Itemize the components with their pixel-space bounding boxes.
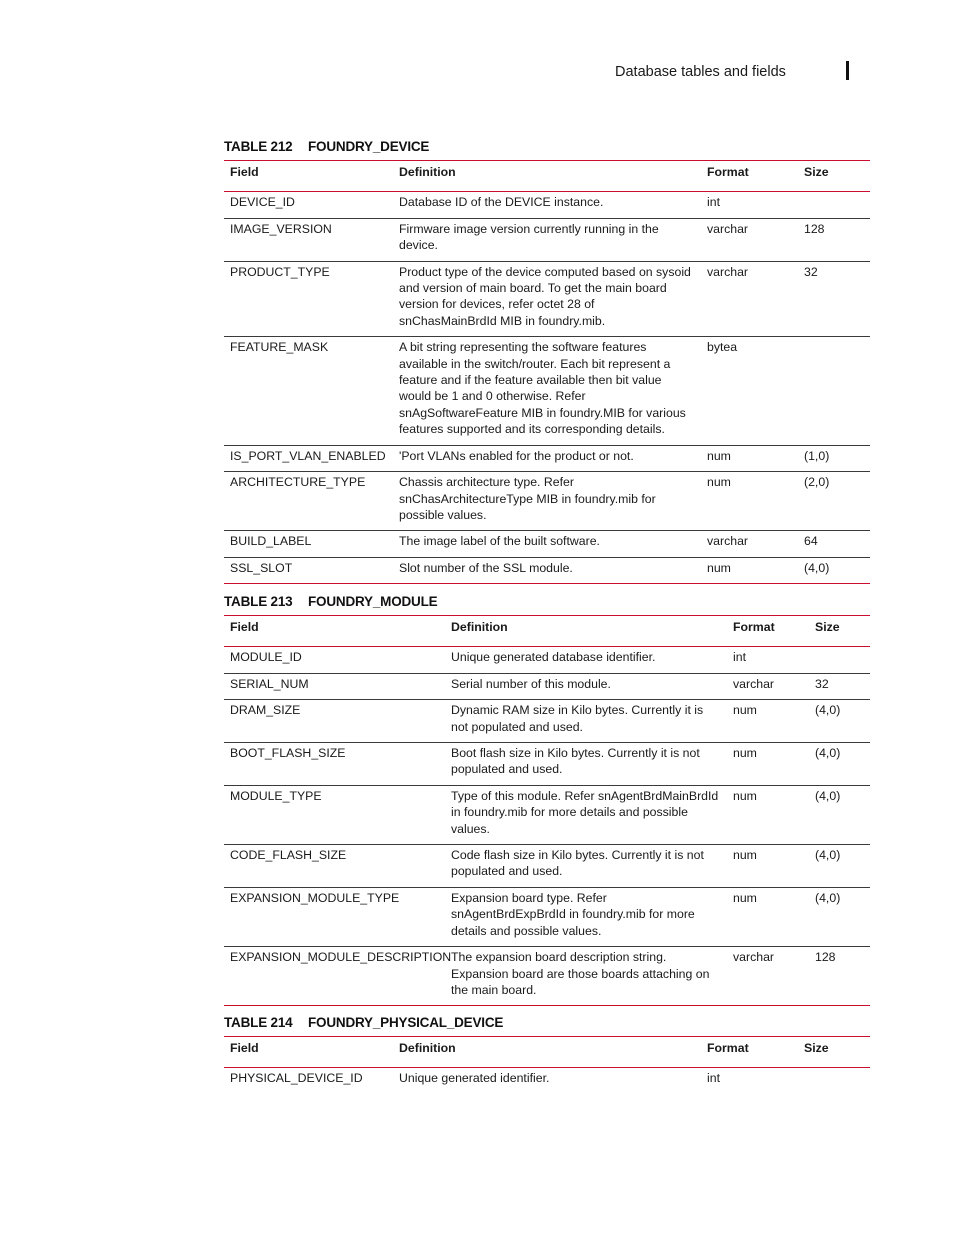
field-cell: SSL_SLOT [224,557,393,583]
size-cell: 32 [809,673,870,699]
format-cell: varchar [701,531,798,557]
table-number: TABLE 212 [224,139,293,154]
definition-cell: Expansion board type. Refer snAgentBrdExpBrdId in foundry.mib for more details and possible values. [445,887,727,946]
size-cell [809,647,870,673]
column-header: Size [798,161,870,192]
field-cell: EXPANSION_MODULE_DESCRIPTION [224,947,445,1006]
table-number: TABLE 214 [224,1015,293,1030]
table-number: TABLE 213 [224,594,293,609]
definition-cell: Slot number of the SSL module. [393,557,701,583]
format-cell: varchar [701,261,798,337]
table-row [224,947,870,1006]
size-cell: (1,0) [798,445,870,471]
size-cell [798,192,870,218]
table-row [224,445,870,471]
format-cell: int [727,647,809,673]
size-cell: (4,0) [809,785,870,844]
field-cell: PRODUCT_TYPE [224,261,393,337]
definition-cell: Dynamic RAM size in Kilo bytes. Currently it is not populated and used. [445,700,727,743]
size-cell: 128 [798,218,870,261]
definition-cell: Firmware image version currently running in the device. [393,218,701,261]
format-cell: num [727,743,809,786]
field-cell: BOOT_FLASH_SIZE [224,743,445,786]
definition-cell: Serial number of this module. [445,673,727,699]
size-cell: 128 [809,947,870,1006]
size-cell: 32 [798,261,870,337]
table-header-row [224,161,870,192]
field-cell: FEATURE_MASK [224,337,393,445]
table-row [224,261,870,337]
definition-cell: The image label of the built software. [393,531,701,557]
table-row [224,673,870,699]
column-header: Size [809,616,870,647]
size-cell: (2,0) [798,472,870,531]
table-row [224,472,870,531]
definition-cell: A bit string representing the software features available in the switch/router. Each bit represent a feature and if the feature available then bit value would be 1 and 0 otherwise. Refer snAgSoftwareFeature MIB in foundry.MIB for various features supported and its corresponding details. [393,337,701,445]
size-cell: (4,0) [809,743,870,786]
definition-cell: Boot flash size in Kilo bytes. Currently it is not populated and used. [445,743,727,786]
column-header: Format [727,616,809,647]
format-cell: varchar [727,673,809,699]
column-header: Size [798,1037,870,1068]
format-cell: int [707,1071,720,1086]
table-header-row [224,616,870,647]
format-cell: num [727,845,809,888]
table-row [224,700,870,743]
definition-cell: Database ID of the DEVICE instance. [393,192,701,218]
field-cell: BUILD_LABEL [224,531,393,557]
format-cell: num [727,700,809,743]
table-row [224,743,870,786]
table-row [224,218,870,261]
table-row [224,531,870,557]
table-row [224,887,870,946]
format-cell: num [727,785,809,844]
column-header: Field [224,616,445,647]
column-header: Format [701,161,798,192]
field-cell: ARCHITECTURE_TYPE [224,472,393,531]
column-header: Format [701,1037,798,1068]
definition-cell: Code flash size in Kilo bytes. Currently it is not populated and used. [445,845,727,888]
table-row [224,785,870,844]
field-cell: DRAM_SIZE [224,700,445,743]
definition-cell: Product type of the device computed based on sysoid and version of main board. To get the main board version for devices, refer octet 28 of snChasMainBrdId MIB in foundry.mib. [393,261,701,337]
field-cell: PHYSICAL_DEVICE_ID [230,1071,363,1086]
table-name: FOUNDRY_PHYSICAL_DEVICE [308,1015,504,1030]
format-cell: int [701,192,798,218]
definition-cell: The expansion board description string. Expansion board are those boards attaching on the main board. [445,947,727,1006]
size-cell [798,1068,870,1094]
field-cell: IMAGE_VERSION [224,218,393,261]
table-214-caption [224,1015,503,1030]
column-header: Field [224,1037,393,1068]
table-row [224,557,870,583]
column-header: Field [224,161,393,192]
field-cell: MODULE_TYPE [224,785,445,844]
table-name: FOUNDRY_MODULE [308,594,438,609]
format-cell: num [701,445,798,471]
table-header-row [224,1037,870,1068]
table-row [224,647,870,673]
size-cell: (4,0) [798,557,870,583]
format-cell: bytea [701,337,798,445]
table-row [224,1068,870,1094]
column-header: Definition [393,161,701,192]
size-cell [798,337,870,445]
field-cell: DEVICE_ID [224,192,393,218]
format-cell: num [727,887,809,946]
running-header-title: Database tables and fields [615,64,786,80]
definition-cell: Unique generated database identifier. [445,647,727,673]
size-cell: (4,0) [809,887,870,946]
format-cell: varchar [701,218,798,261]
table-212-caption [224,139,429,154]
field-cell: EXPANSION_MODULE_TYPE [224,887,445,946]
format-cell: num [701,472,798,531]
field-cell: CODE_FLASH_SIZE [224,845,445,888]
definition-cell: Chassis architecture type. Refer snChasArchitectureType MIB in foundry.mib for possible values. [393,472,701,531]
foundry-physical-device-table [224,1036,870,1094]
table-row [224,337,870,445]
field-cell: SERIAL_NUM [224,673,445,699]
definition-cell: 'Port VLANs enabled for the product or not. [393,445,701,471]
table-name: FOUNDRY_DEVICE [308,139,430,154]
foundry-device-table [224,160,870,584]
table-row [224,192,870,218]
definition-cell: Unique generated identifier. [399,1071,550,1086]
column-header: Definition [445,616,727,647]
header-bar [846,61,849,80]
table-213-caption [224,594,437,609]
format-cell: num [701,557,798,583]
definition-cell: Type of this module. Refer snAgentBrdMainBrdId in foundry.mib for more details and possible values. [445,785,727,844]
field-cell: IS_PORT_VLAN_ENABLED [224,445,393,471]
size-cell: 64 [798,531,870,557]
column-header: Definition [393,1037,701,1068]
size-cell: (4,0) [809,700,870,743]
field-cell: MODULE_ID [224,647,445,673]
size-cell: (4,0) [809,845,870,888]
format-cell: varchar [727,947,809,1006]
foundry-module-table [224,615,870,1006]
table-row [224,845,870,888]
